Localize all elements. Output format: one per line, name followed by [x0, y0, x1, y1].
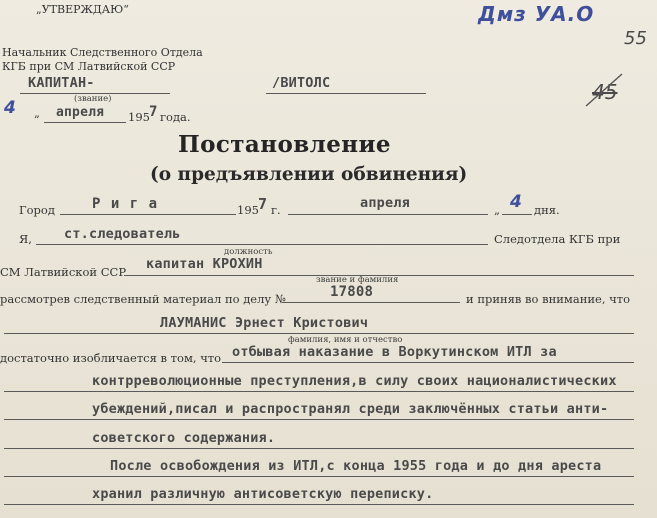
- investigator-ssr: СМ Латвийской ССР: [0, 265, 127, 279]
- approval-month-line: [44, 122, 126, 123]
- case-label: рассмотрев следственный материал по делу №: [0, 292, 286, 306]
- document-title: Постановление: [178, 131, 391, 158]
- city-day-quote: „: [494, 203, 500, 217]
- charge-line2-rule: [4, 391, 634, 392]
- accused-name: ЛАУМАНИС Эрнест Кристович: [160, 315, 369, 331]
- approval-year-digit: 7: [149, 104, 158, 120]
- charge-line3-rule: [4, 419, 634, 420]
- investigator-position-caption: должность: [224, 247, 273, 257]
- approval-month: апреля: [56, 105, 105, 120]
- page-number: 55: [624, 28, 647, 49]
- strike-mark-icon: [584, 72, 624, 108]
- city-day: 4: [510, 192, 522, 212]
- approval-name: /ВИТОЛС: [272, 75, 331, 91]
- approval-year-suffix: года.: [160, 110, 191, 124]
- charge-line1: отбывая наказание в Воркутинском ИТЛ за: [232, 344, 557, 360]
- investigator-position-line: [36, 244, 488, 245]
- accused-caption: фамилия, имя и отчество: [288, 335, 403, 345]
- charge-line4-rule: [4, 448, 634, 449]
- investigator-i-label: Я,: [19, 232, 32, 246]
- approval-day-quote: „: [34, 106, 40, 120]
- investigator-rank-caption: звание и фамилия: [316, 275, 399, 285]
- case-number-line: [282, 302, 460, 303]
- approval-heading: „УТВЕРЖДАЮ“: [36, 3, 129, 16]
- city-year-suffix: г.: [271, 203, 281, 217]
- case-number: 17808: [330, 284, 374, 300]
- old-page-number: 45: [592, 80, 618, 104]
- approval-rank: КАПИТАН-: [28, 75, 95, 91]
- accused-line: [4, 333, 634, 334]
- investigator-position: ст.следователь: [64, 226, 181, 242]
- city-day-line: [502, 214, 532, 215]
- charge-line1-rule: [222, 362, 634, 363]
- approval-day: 4: [4, 98, 16, 118]
- charge-line5: После освобождения из ИТЛ,с конца 1955 года и до дня ареста: [110, 458, 602, 474]
- approval-rank-caption: (звание): [74, 94, 112, 104]
- investigator-dept: Следотдела КГБ при: [494, 232, 621, 246]
- charge-line6-rule: [4, 504, 634, 505]
- charge-line5-rule: [4, 476, 634, 477]
- city-year-digit: 7: [258, 195, 268, 213]
- charge-line4: советского содержания.: [92, 430, 276, 446]
- city-month: апреля: [360, 195, 410, 211]
- city-year-prefix: 195: [237, 203, 259, 217]
- approval-position-line1: Начальник Следственного Отдела: [2, 46, 203, 59]
- city-value: Р и г а: [92, 196, 159, 212]
- annotation-top-right: Дмз УА.О: [478, 2, 595, 26]
- charge-line6: хранил различную антисоветскую переписку.: [92, 486, 434, 502]
- document-subtitle: (о предъявлении обвинения): [150, 164, 468, 185]
- approval-position-line2: КГБ при СМ Латвийской ССР: [2, 60, 176, 73]
- charge-line3: убеждений,писал и распространял среди заключённых статьи анти-: [92, 401, 609, 417]
- city-month-line: [288, 214, 488, 215]
- city-label: Город: [19, 203, 55, 217]
- investigator-rank-name: капитан КРОХИН: [146, 256, 263, 272]
- city-line: [60, 214, 236, 215]
- case-suffix: и приняв во внимание, что: [466, 292, 631, 306]
- approval-year-prefix: 195: [128, 110, 150, 124]
- charge-line2: контрреволюционные преступления,в силу своих националистических: [92, 373, 617, 389]
- city-day-suffix: дня.: [534, 203, 560, 217]
- charge-label: достаточно изобличается в том, что: [0, 351, 222, 365]
- approval-name-line: [266, 93, 426, 94]
